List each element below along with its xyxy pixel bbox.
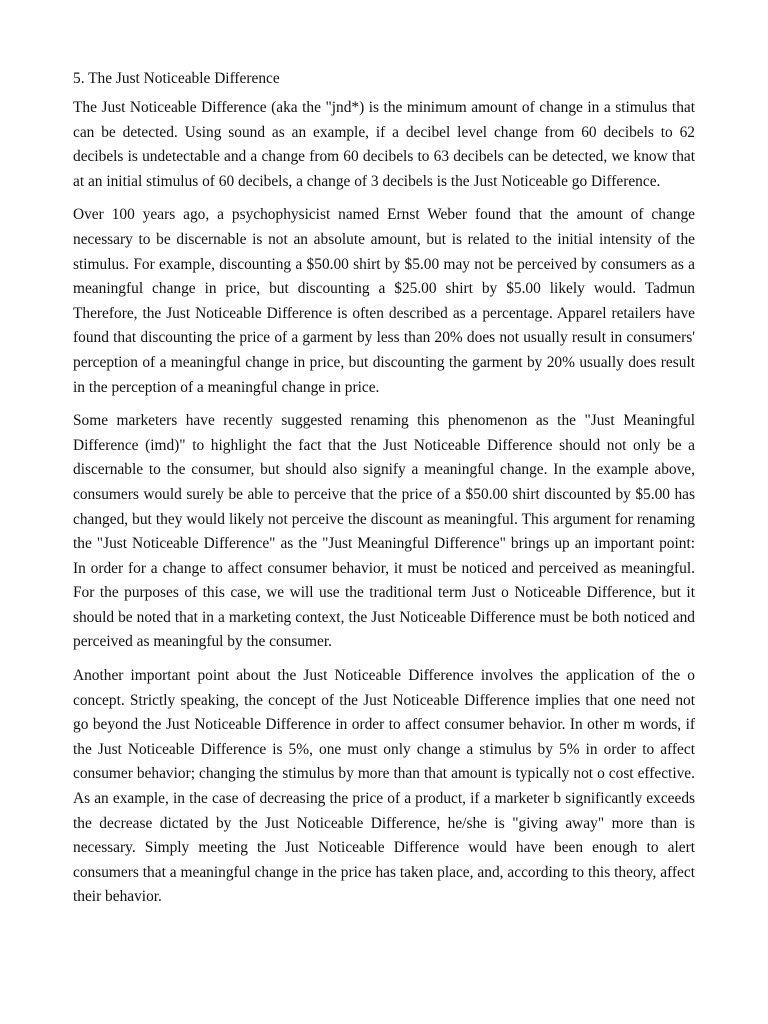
paragraph-application: Another important point about the Just Noticeable Difference involves the application of the o concept. Strictly speaking, the concept of the Just Noticeable Difference implies that one need not go beyond the Just Noticeable Difference in order to affect consumer behavior. In other m words, if the Just Noticeable Difference is 5%, one must only change a stimulus by 5% in order to affect consumer behavior; changing the stimulus by more than that amount is typically not o cost effective. As an example, in the case of decreasing the price of a product, if a marketer b significantly exceeds the decrease dictated by the Just Noticeable Difference, he/she is "giving away" more than is necessary. Simply meeting the Just Noticeable Difference would have been enough to alert consumers that a meaningful change in the price has taken place, and, according to this theory, affect their behavior. (73, 667, 695, 906)
section-heading: 5. The Just Noticeable Difference (73, 70, 280, 87)
paragraph-definition: The Just Noticeable Difference (aka the "jnd*) is the minimum amount of change in a stimulus that can be detected. Using sound as an example, if a decibel level change from 60 decibels to 62 decibels is undetectable and a change from 60 decibels to 63 decibels can be detected, we know that at an initial stimulus of 60 decibels, a change of 3 decibels is the Just Noticeable go Difference. (73, 99, 695, 190)
paragraph-weber: Over 100 years ago, a psychophysicist named Ernst Weber found that the amount of change necessary to be discernable is not an absolute amount, but is related to the initial intensity of the stimulus. For example, discounting a $50.00 shirt by $5.00 may not be perceived by consumers as a meaningful change in price, but discounting a $25.00 shirt by $5.00 likely would. Tadmun Therefore, the Just Noticeable Difference is often described as a percentage. Apparel retailers have found that discounting the price of a garment by less than 20% does not usually result in consumers' perception of a meaningful change in price, but discounting the garment by 20% usually does result in the perception of a meaningful change in price. (73, 206, 695, 396)
document-page (73, 68, 695, 919)
paragraph-meaningful-difference: Some marketers have recently suggested renaming this phenomenon as the "Just Meaningful Difference (imd)" to highlight the fact that the Just Noticeable Difference should not only be a discernable to the consumer, but should also signify a meaningful change. In the example above, consumers would surely be able to perceive that the price of a $50.00 shirt discounted by $5.00 has changed, but they would likely not perceive the discount as meaningful. This argument for renaming the "Just Noticeable Difference" as the "Just Meaningful Difference" brings up an important point: In order for a change to affect consumer behavior, it must be noticed and perceived as meaningful. For the purposes of this case, we will use the traditional term Just o Noticeable Difference, but it should be noted that in a marketing context, the Just Noticeable Difference must be both noticed and perceived as meaningful by the consumer. (73, 412, 695, 651)
